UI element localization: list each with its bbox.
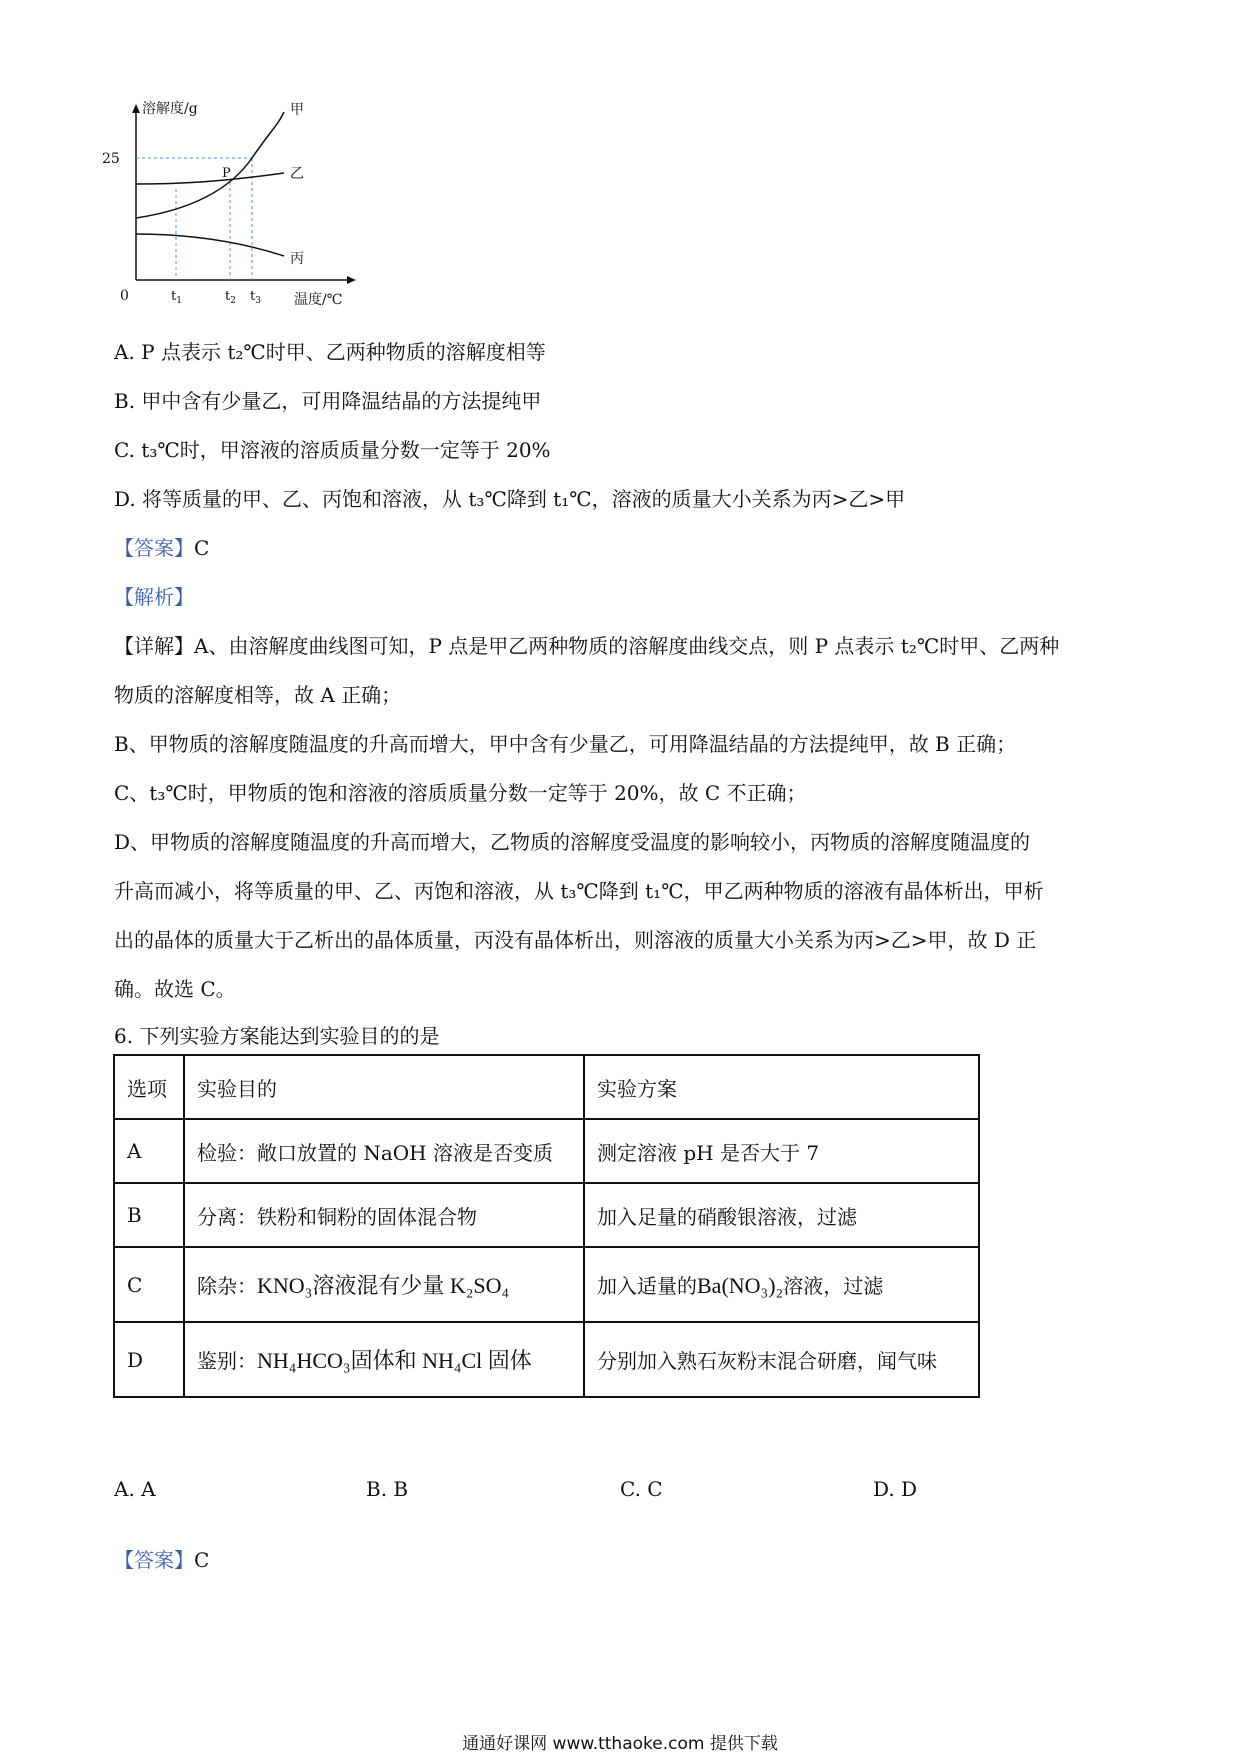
detail-line-8: 确。故选 C。 bbox=[114, 977, 236, 1001]
y-tick-25: 25 bbox=[102, 151, 120, 167]
row-purpose: 鉴别：NH₄HCO₃固体和 NH₄Cl 固体 bbox=[184, 1322, 584, 1397]
header-plan: 实验方案 bbox=[584, 1055, 979, 1119]
detail-line-4: C、t₃℃时，甲物质的饱和溶液的溶质质量分数一定等于 20%，故 C 不正确； bbox=[114, 781, 807, 805]
choice-b: B. B bbox=[366, 1477, 409, 1501]
formula: Ba(NO₃)₂ bbox=[697, 1273, 784, 1298]
header-purpose: 实验目的 bbox=[184, 1055, 584, 1119]
detail-line-5: D、甲物质的溶解度随温度的升高而增大，乙物质的溶解度受温度的影响较小，丙物质的溶解度随温度的 bbox=[114, 830, 1031, 854]
x-axis-label: 温度/℃ bbox=[294, 292, 343, 308]
row-option: A bbox=[114, 1119, 184, 1183]
curve-bing bbox=[136, 234, 284, 256]
curve-bing-label: 丙 bbox=[290, 251, 304, 267]
q5-answer bbox=[114, 532, 209, 561]
q6-answer bbox=[114, 1544, 209, 1573]
formula: KNO₃溶液混有少量 K₂SO₄ bbox=[257, 1273, 510, 1298]
row-option: D bbox=[114, 1322, 184, 1397]
answer-tag: 【答案】 bbox=[114, 536, 194, 560]
answer-value: C bbox=[194, 1548, 210, 1572]
curve-yi-label: 乙 bbox=[290, 166, 304, 182]
table-row bbox=[114, 1247, 979, 1322]
analysis-tag: 【解析】 bbox=[114, 585, 194, 609]
detail-line-7: 出的晶体的质量大于乙析出的晶体质量，丙没有晶体析出，则溶液的质量大小关系为丙>乙>甲，故 D 正 bbox=[114, 928, 1037, 952]
answer-tag: 【答案】 bbox=[114, 1548, 194, 1572]
curve-jia-label: 甲 bbox=[290, 102, 304, 118]
x-tick-t1: $t_1$ bbox=[171, 289, 182, 306]
formula: NH₄HCO₃固体和 NH₄Cl 固体 bbox=[257, 1348, 532, 1373]
choice-c: C. C bbox=[620, 1477, 663, 1501]
detail-line-1: 【详解】A、由溶解度曲线图可知，P 点是甲乙两种物质的溶解度曲线交点，则 P 点表示 t₂℃时甲、乙两种 bbox=[114, 634, 1060, 658]
row-purpose: 分离：铁粉和铜粉的固体混合物 bbox=[184, 1183, 584, 1247]
q5-option-a: A. P 点表示 t₂℃时甲、乙两种物质的溶解度相等 bbox=[114, 340, 546, 364]
y-axis-label: 溶解度/g bbox=[142, 101, 198, 117]
footer-source: 通通好课网 www.tthaoke.com 提供下载 bbox=[462, 1734, 778, 1754]
origin-label: 0 bbox=[120, 288, 129, 304]
header-option: 选项 bbox=[114, 1055, 184, 1119]
row-plan: 加入足量的硝酸银溶液，过滤 bbox=[584, 1183, 979, 1247]
detail-line-6: 升高而减小，将等质量的甲、乙、丙饱和溶液，从 t₃℃降到 t₁℃，甲乙两种物质的溶液有晶体析出，甲析 bbox=[114, 879, 1044, 903]
table-row bbox=[114, 1119, 979, 1183]
detail-tag: 【详解】 bbox=[114, 634, 194, 658]
choice-d: D. D bbox=[873, 1477, 918, 1501]
table-header-row bbox=[114, 1055, 979, 1119]
q5-option-d: D. 将等质量的甲、乙、丙饱和溶液，从 t₃℃降到 t₁℃，溶液的质量大小关系为丙>乙>甲 bbox=[114, 487, 906, 511]
q6-stem: 6. 下列实验方案能达到实验目的的是 bbox=[114, 1024, 440, 1048]
point-p-label: P bbox=[222, 166, 231, 181]
x-tick-t2: $t_2$ bbox=[225, 289, 236, 306]
row-purpose: 检验：敞口放置的 NaOH 溶液是否变质 bbox=[184, 1119, 584, 1183]
x-tick-t3: $t_3$ bbox=[250, 289, 261, 306]
q5-option-b: B. 甲中含有少量乙，可用降温结晶的方法提纯甲 bbox=[114, 389, 542, 413]
row-option: C bbox=[114, 1247, 184, 1322]
q6-table bbox=[113, 1054, 980, 1398]
table-row bbox=[114, 1322, 979, 1397]
x-axis-arrow bbox=[347, 276, 356, 284]
row-plan: 分别加入熟石灰粉末混合研磨，闻气味 bbox=[584, 1322, 979, 1397]
choice-a: A. A bbox=[114, 1477, 156, 1501]
curve-jia bbox=[136, 112, 284, 218]
table-row bbox=[114, 1183, 979, 1247]
row-plan: 测定溶液 pH 是否大于 7 bbox=[584, 1119, 979, 1183]
answer-value: C bbox=[194, 536, 210, 560]
q5-option-c: C. t₃℃时，甲溶液的溶质质量分数一定等于 20% bbox=[114, 438, 551, 462]
detail-line-2: 物质的溶解度相等，故 A 正确； bbox=[114, 683, 402, 707]
curve-yi bbox=[136, 173, 284, 184]
row-option: B bbox=[114, 1183, 184, 1247]
y-axis-arrow bbox=[132, 104, 140, 113]
detail-line-3: B、甲物质的溶解度随温度的升高而增大，甲中含有少量乙，可用降温结晶的方法提纯甲，故 B 正确； bbox=[114, 732, 1017, 756]
row-purpose: 除杂：KNO₃溶液混有少量 K₂SO₄ bbox=[184, 1247, 584, 1322]
solubility-graph bbox=[100, 100, 370, 315]
row-plan: 加入适量的Ba(NO₃)₂溶液，过滤 bbox=[584, 1247, 979, 1322]
